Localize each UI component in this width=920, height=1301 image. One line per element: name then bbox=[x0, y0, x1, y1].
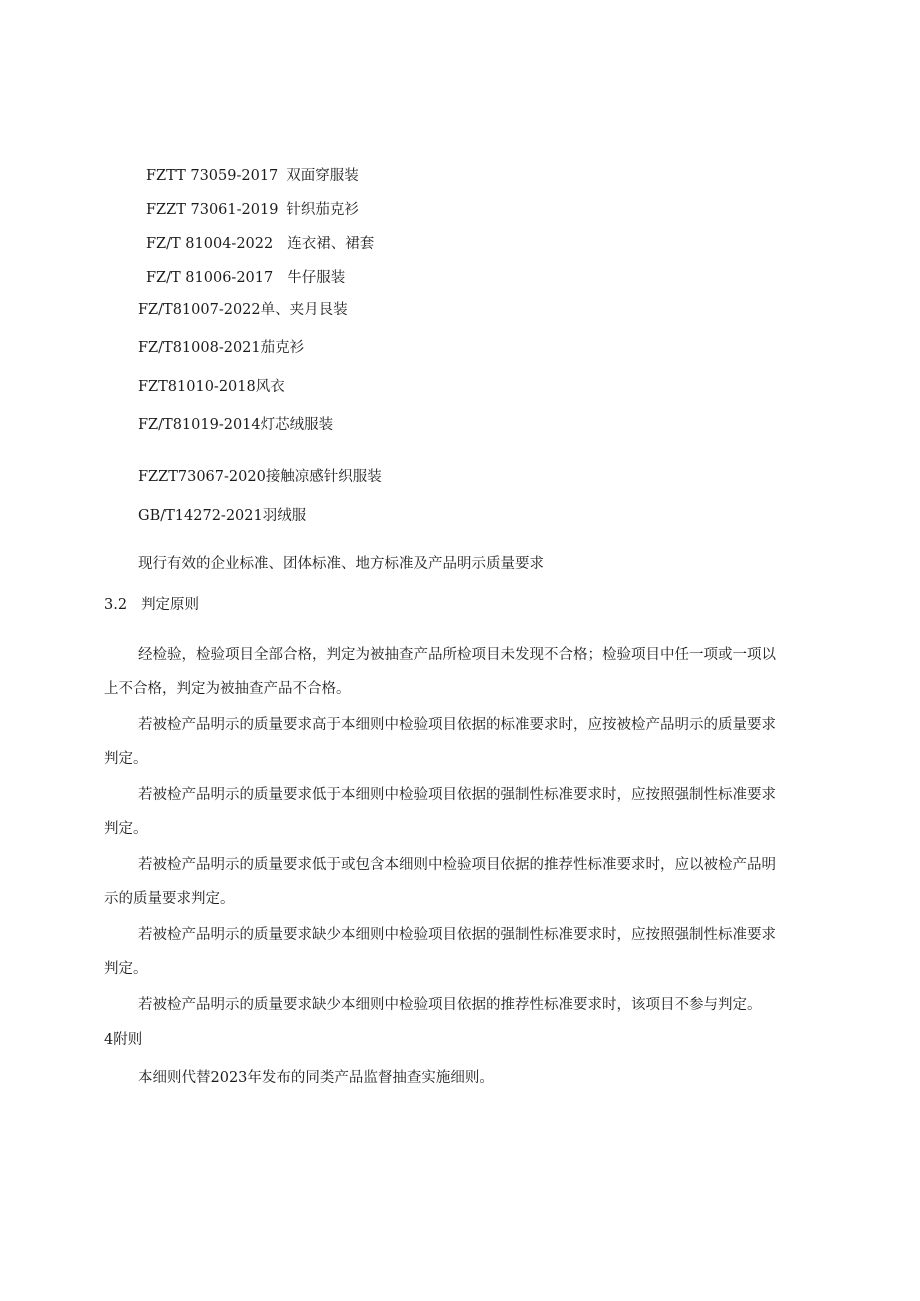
paragraph bbox=[104, 708, 816, 776]
paragraph-line: 示的质量要求判定。 bbox=[104, 891, 235, 907]
standard-item bbox=[138, 300, 348, 320]
standard-name: 牛仔服装 bbox=[287, 270, 346, 286]
section-text: 本细则代替2023年发布的同类产品监督抽查实施细则。 bbox=[138, 1070, 494, 1086]
standard-item bbox=[138, 467, 382, 487]
standard-item bbox=[138, 377, 285, 397]
section-title: 判定原则 bbox=[141, 597, 200, 613]
section-heading bbox=[104, 595, 199, 615]
standard-item bbox=[146, 234, 374, 254]
paragraph-line: 判定。 bbox=[104, 961, 148, 977]
standard-item bbox=[138, 338, 304, 358]
standard-code: FZT81010-2018 bbox=[138, 379, 256, 395]
standard-code: FZZT73067-2020 bbox=[138, 469, 266, 485]
standard-code: FZ/T81008-2021 bbox=[138, 340, 261, 356]
standard-code: GB/T14272-2021 bbox=[138, 508, 263, 524]
standard-code: FZ/T81007-2022 bbox=[138, 302, 261, 318]
standard-item bbox=[146, 200, 359, 220]
standard-name: 羽绒服 bbox=[262, 508, 307, 524]
standard-code: FZTT 73059-2017 bbox=[146, 168, 279, 184]
standard-item bbox=[146, 166, 359, 186]
standard-code: FZ/T81019-2014 bbox=[138, 417, 261, 433]
standard-name: 连衣裙、裙套 bbox=[287, 236, 375, 252]
standard-name: 风衣 bbox=[255, 379, 285, 395]
paragraph-line: 判定。 bbox=[104, 751, 148, 767]
standard-name: 灯芯绒服装 bbox=[260, 417, 334, 433]
section-number: 3.2 bbox=[104, 597, 128, 613]
standard-code: FZ/T 81006-2017 bbox=[146, 270, 274, 286]
standard-name: 针织茄克衫 bbox=[286, 202, 359, 218]
standard-code: FZZT 73061-2019 bbox=[146, 202, 279, 218]
paragraph-line: 若被检产品明示的质量要求低于或包含本细则中检验项目依据的推荐性标准要求时，应以被检产品明 bbox=[138, 857, 776, 873]
paragraph-line: 上不合格，判定为被抽查产品不合格。 bbox=[104, 681, 351, 697]
paragraph-line: 若被检产品明示的质量要求低于本细则中检验项目依据的强制性标准要求时，应按照强制性标准要求 bbox=[138, 787, 776, 803]
paragraph bbox=[104, 778, 816, 846]
standard-item bbox=[138, 506, 306, 526]
standard-item bbox=[138, 415, 333, 435]
paragraph-line: 若被检产品明示的质量要求缺少本细则中检验项目依据的推荐性标准要求时，该项目不参与判定。 bbox=[138, 997, 762, 1013]
paragraph-line: 判定。 bbox=[104, 821, 148, 837]
paragraph-line: 若被检产品明示的质量要求高于本细则中检验项目依据的标准要求时，应按被检产品明示的质量要求 bbox=[138, 717, 776, 733]
paragraph bbox=[104, 848, 816, 916]
section-heading: 4附则 bbox=[104, 1032, 143, 1048]
standard-item bbox=[146, 268, 345, 288]
standard-code: FZ/T 81004-2022 bbox=[146, 236, 274, 252]
paragraph bbox=[104, 988, 816, 1022]
paragraph bbox=[104, 918, 816, 986]
standard-name: 双面穿服装 bbox=[286, 168, 359, 184]
other-standards-text: 现行有效的企业标准、团体标准、地方标准及产品明示质量要求 bbox=[138, 556, 544, 572]
standard-name: 接触凉感针织服装 bbox=[265, 469, 382, 485]
paragraph-line: 经检验，检验项目全部合格，判定为被抽查产品所检项目未发现不合格；检验项目中任一项或一项以 bbox=[138, 647, 776, 663]
paragraph bbox=[104, 638, 816, 706]
standard-name: 茄克衫 bbox=[260, 340, 305, 356]
standard-name: 单、夹月艮装 bbox=[260, 302, 348, 318]
paragraph-line: 若被检产品明示的质量要求缺少本细则中检验项目依据的强制性标准要求时，应按照强制性标准要求 bbox=[138, 927, 776, 943]
